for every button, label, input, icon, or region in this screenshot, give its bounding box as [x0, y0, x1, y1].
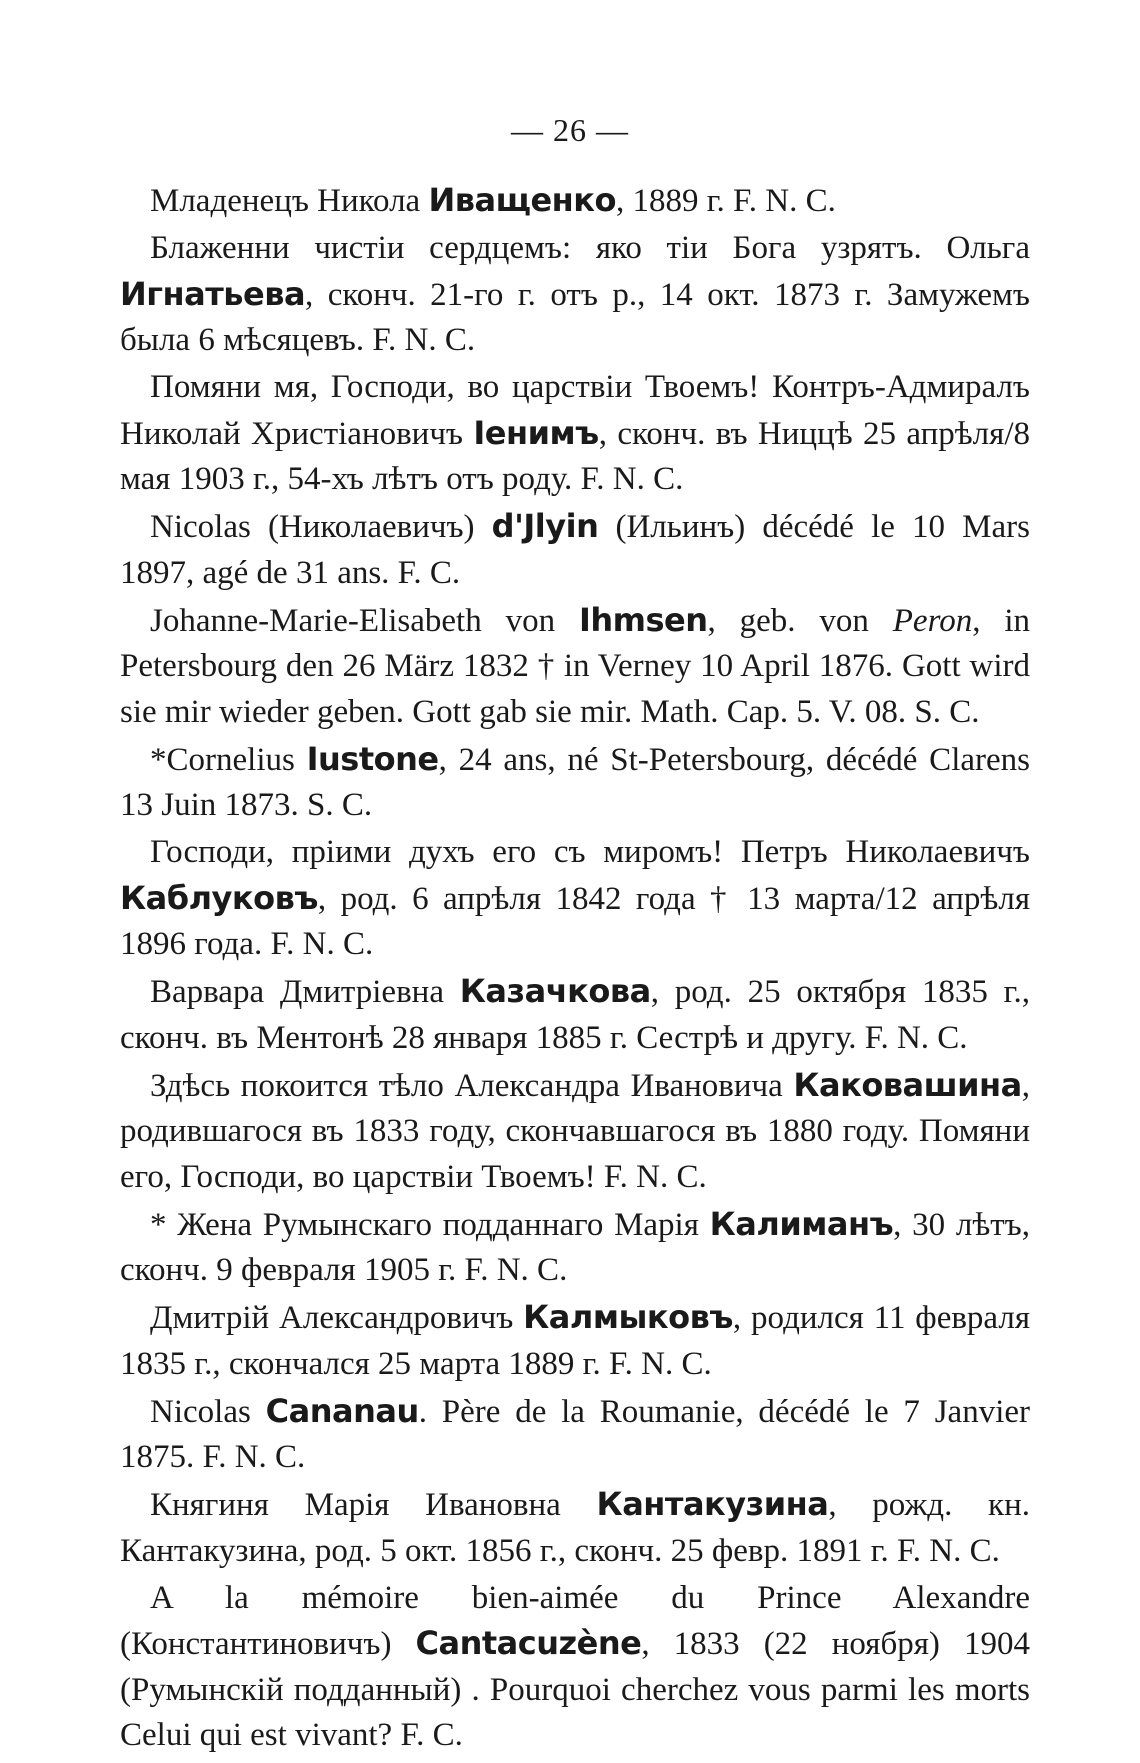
entry-surname: Іенимъ	[473, 413, 599, 452]
entry-surname: Iustone	[306, 739, 439, 778]
entry-paragraph	[120, 1482, 1030, 1574]
entry-text: * Жена Румынскаго подданнаго Марія	[150, 1206, 710, 1243]
entry-surname: Ihmsen	[578, 600, 708, 639]
entry-paragraph	[120, 1295, 1030, 1387]
entry-text: Дмитрій Александровичъ	[150, 1300, 524, 1336]
entry-text: A la mémoire bien-aimée du Prince Alexandre (Константиновичъ)	[120, 1579, 1030, 1662]
entry-text: Nicolas	[150, 1393, 266, 1430]
entry-paragraph	[120, 504, 1030, 596]
entry-text: , сконч. 21-го г. отъ р., 14 окт. 1873 г. Замужемъ была 6 мѣсяцевъ. F. N. C.	[120, 276, 1030, 358]
page-number: — 26 —	[511, 112, 629, 148]
entry-paragraph	[120, 1576, 1030, 1759]
entry-surname: Калиманъ	[709, 1204, 894, 1243]
entry-text: Господи, пріими духъ его съ миромъ! Петръ Николаевичъ	[150, 834, 1030, 870]
entry-paragraph	[120, 737, 1030, 829]
entry-paragraph	[120, 1389, 1030, 1481]
entry-text: , сконч. въ Ниццѣ 25 апрѣля/8 мая 1903 г., 54-хъ лѣтъ отъ роду. F. N. C.	[120, 415, 1030, 497]
entry-text: Johanne-Marie-Elisabeth von	[150, 602, 579, 639]
entry-text: Младенецъ Никола	[150, 183, 429, 219]
entry-text: , род. 6 апрѣля 1842 года † 13 марта/12 апрѣля 1896 года. F. N. C.	[120, 880, 1030, 962]
entry-text: Блаженни чистіи сердцемъ: яко тіи Бога узрятъ. Ольга	[150, 230, 1030, 266]
entry-paragraph	[120, 830, 1030, 968]
entry-surname: Калмыковъ	[523, 1298, 733, 1336]
entry-text: Княгиня Марія Ивановна	[150, 1487, 597, 1523]
entry-text: , рожд. кн. Кантакузина, род. 5 окт. 1856 г., сконч. 25 февр. 1891 г. F. N. C.	[120, 1487, 1030, 1569]
entry-surname: Каблуковъ	[120, 878, 318, 917]
entry-text: Варвара Дмитріевна	[150, 974, 460, 1010]
entry-text: , родившагося въ 1833 году, скончавшагося въ 1880 году. Помяни его, Господи, во царствіи Твоемъ! F. N. C.	[120, 1067, 1030, 1195]
entry-paragraph	[120, 969, 1030, 1061]
entry-surname: Cananau	[265, 1391, 419, 1430]
entry-paragraph	[120, 1063, 1030, 1201]
entry-paragraph	[120, 178, 1030, 225]
entry-surname: Кантакузина	[596, 1485, 829, 1523]
entry-text: . Père de la Roumanie, décédé le 7 Janvier 1875. F. N. C.	[120, 1393, 1031, 1475]
entry-paragraph	[120, 598, 1030, 736]
entry-surname: Иващенко	[428, 181, 616, 219]
entry-text: , geb. von	[707, 602, 893, 639]
entry-text: Здѣсь покоится тѣло Александра Ивановича	[150, 1067, 794, 1104]
entry-text: , 1889 г. F. N. C.	[615, 183, 836, 219]
entry-italic-text: Peron	[892, 602, 973, 639]
entry-text: *Cornelius	[150, 741, 307, 778]
entry-surname: d'Jlyin	[491, 507, 599, 545]
entry-text: , 1833 (22 ноября) 1904 (Румынскій подданный) . Pourquoi cherchez vous parmi les morts Celui qui est vivant? F. C.	[120, 1626, 1030, 1753]
entry-text: Nicolas (Николаевичъ)	[150, 509, 492, 545]
entry-text: , родился 11 февраля 1835 г., скончался 25 марта 1889 г. F. N. C.	[120, 1300, 1031, 1382]
entry-text: Помяни мя, Господи, во царствіи Твоемъ! Контръ-Адмиралъ Николай Христіановичъ	[120, 369, 1030, 452]
entry-surname: Каковашина	[793, 1065, 1022, 1104]
entry-text: (Ильинъ) décédé le 10 Mars 1897, agé de 31 ans. F. C.	[120, 509, 1030, 591]
entry-surname: Cantacuzène	[415, 1624, 642, 1662]
entry-list	[120, 178, 1030, 1760]
entry-text: , род. 25 октября 1835 г., сконч. въ Ментонѣ 28 января 1885 г. Сестрѣ и другу. F. N. C.	[120, 974, 1030, 1056]
entry-paragraph	[120, 1202, 1030, 1294]
entry-text: , in Petersbourg den 26 März 1832 † in Verney 10 April 1876. Gott wird sie mir wieder geben. Gott gab sie mir. Math. Cap. 5. V. 08. S. C.	[120, 602, 1030, 730]
entry-paragraph	[120, 365, 1030, 503]
entry-paragraph	[120, 226, 1030, 364]
entry-surname: Игнатьева	[120, 274, 306, 313]
entry-surname: Казачкова	[459, 972, 651, 1010]
entry-text: , 24 ans, né St-Petersbourg, décédé Clarens 13 Juin 1873. S. C.	[120, 741, 1030, 823]
entry-text: , 30 лѣтъ, сконч. 9 февраля 1905 г. F. N. C.	[120, 1206, 1030, 1288]
